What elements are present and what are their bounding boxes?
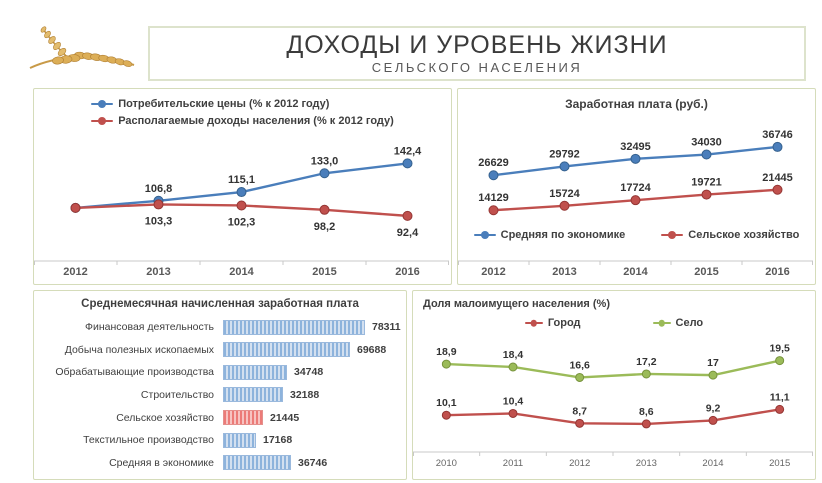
axis-tick-label: 2015	[769, 458, 791, 469]
page-subtitle: СЕЛЬСКОГО НАСЕЛЕНИЯ	[371, 59, 583, 75]
wages-line-chart	[458, 89, 813, 282]
data-point	[776, 357, 784, 365]
prices-incomes-line-chart	[34, 89, 449, 282]
poverty-chart-title: Доля малоимущего населения (%)	[423, 298, 610, 310]
axis-tick-label: 2016	[395, 266, 420, 278]
data-point	[154, 200, 163, 209]
axis-tick-label: 2015	[312, 266, 337, 278]
bar-category-label: Обрабатывающие производства	[55, 366, 214, 379]
data-label: 17724	[620, 182, 651, 195]
axis-tick-label: 2012	[481, 266, 506, 278]
bar	[223, 342, 350, 357]
axis-tick-label: 2012	[569, 458, 591, 469]
bar-category-label: Средняя в экономике	[109, 456, 214, 469]
data-label: 133,0	[310, 155, 339, 168]
data-point	[631, 196, 640, 205]
data-label: 106,8	[144, 182, 173, 195]
data-point	[509, 363, 517, 371]
data-point	[702, 150, 711, 159]
data-label: 10,1	[436, 397, 457, 410]
line-marker-icon	[474, 234, 496, 237]
data-point	[442, 411, 450, 419]
bar	[223, 455, 291, 470]
data-label: 98,2	[313, 220, 336, 233]
data-point	[71, 203, 80, 212]
data-point	[489, 206, 498, 215]
data-point	[773, 185, 782, 194]
header	[148, 26, 806, 81]
legend-label: Город	[547, 317, 581, 329]
data-point	[560, 162, 569, 171]
bar	[223, 320, 365, 335]
data-point	[237, 201, 246, 210]
legend-label: Располагаемые доходы населения (% к 2012 году)	[118, 115, 394, 127]
legend-label: Сельское хозяйство	[688, 229, 800, 241]
bar-category-label: Добыча полезных ископаемых	[64, 343, 214, 356]
data-label: 8,7	[572, 405, 587, 418]
data-label: 17,2	[636, 355, 657, 368]
bar-category-label: Строительство	[140, 388, 214, 401]
data-label: 19721	[691, 176, 722, 189]
data-point	[560, 201, 569, 210]
data-label: 18,4	[502, 349, 524, 361]
bar-row	[42, 385, 402, 405]
bar	[223, 387, 283, 402]
data-point	[509, 409, 517, 417]
data-label: 102,3	[227, 216, 256, 229]
data-point	[642, 370, 650, 378]
panel-poverty-share	[412, 290, 816, 480]
data-label: 8,6	[639, 405, 654, 418]
data-label: 32495	[620, 140, 651, 153]
bar-row	[42, 453, 402, 473]
axis-tick-label: 2011	[502, 458, 524, 469]
axis-tick-label: 2013	[552, 266, 577, 278]
data-label: 26629	[478, 157, 509, 170]
data-point	[776, 405, 784, 413]
page-title: ДОХОДЫ И УРОВЕНЬ ЖИЗНИ	[286, 31, 668, 60]
bar-value: 32188	[290, 388, 320, 401]
bar	[223, 410, 263, 425]
data-label: 9,2	[705, 402, 721, 415]
data-label: 115,1	[228, 174, 255, 187]
bar-row	[42, 362, 402, 382]
series-line	[446, 409, 779, 424]
bar-category-label: Текстильное производство	[83, 434, 214, 447]
panel-prices-incomes	[33, 88, 452, 285]
data-point	[709, 416, 717, 424]
bar-category-label: Сельское хозяйство	[116, 411, 214, 424]
axis-tick-label: 2014	[702, 458, 724, 469]
data-label: 103,3	[144, 215, 173, 228]
data-point	[403, 211, 412, 220]
legend-label: Потребительские цены (% к 2012 году)	[118, 98, 330, 110]
data-point	[702, 190, 711, 199]
legend-item-agriculture	[661, 229, 799, 241]
wages-legend	[458, 229, 815, 241]
data-point	[489, 171, 498, 180]
data-label: 19,5	[769, 342, 790, 355]
data-point	[773, 142, 782, 151]
data-label: 36746	[762, 128, 793, 141]
bar-row	[42, 317, 402, 337]
legend-label: Средняя по экономике	[500, 229, 626, 241]
axis-tick-label: 2010	[435, 458, 457, 469]
data-point	[642, 420, 650, 428]
data-point	[709, 371, 717, 379]
data-label: 11,1	[769, 391, 790, 404]
bar-value: 78311	[372, 321, 401, 334]
data-label: 92,4	[396, 226, 419, 239]
legend-item-economy-average	[474, 229, 626, 241]
series-line	[446, 361, 779, 378]
axis-tick-label: 2013	[146, 266, 171, 278]
axis-tick-label: 2012	[63, 266, 88, 278]
data-point	[403, 159, 412, 168]
bar	[223, 365, 287, 380]
data-label: 14129	[478, 192, 509, 205]
data-point	[320, 169, 329, 178]
data-point	[576, 419, 584, 427]
axis-tick-label: 2014	[229, 266, 254, 278]
data-label: 16,6	[569, 359, 590, 372]
data-label: 142,4	[393, 145, 422, 158]
panel-wage-by-industry	[33, 290, 407, 480]
axis-tick-label: 2014	[623, 266, 648, 278]
bar	[223, 433, 256, 448]
data-point	[576, 373, 584, 381]
data-label: 15724	[549, 187, 580, 200]
bar-row	[42, 408, 402, 428]
data-label: 10,4	[502, 395, 524, 408]
data-label: 34030	[691, 136, 722, 149]
bar-category-label: Финансовая деятельность	[85, 321, 214, 334]
data-label: 21445	[762, 171, 793, 184]
bar-value: 69688	[357, 343, 387, 356]
bar-value: 17168	[263, 434, 293, 447]
bar-chart-title: Среднемесячная начисленная заработная плата	[81, 298, 359, 310]
data-point	[631, 154, 640, 163]
axis-tick-label: 2013	[635, 458, 657, 469]
data-label: 18,9	[436, 346, 457, 359]
axis-tick-label: 2015	[694, 266, 719, 278]
data-point	[442, 360, 450, 368]
line-marker-icon	[661, 234, 683, 237]
bar-row	[42, 340, 402, 360]
legend-label: Село	[675, 317, 704, 329]
bar-row	[42, 430, 402, 450]
wheat-icon	[22, 22, 142, 84]
panel-wages	[457, 88, 816, 285]
data-label: 29792	[549, 148, 580, 161]
data-label: 17	[707, 357, 719, 370]
data-point	[320, 205, 329, 214]
wages-chart-title: Заработная плата (руб.)	[565, 97, 708, 111]
axis-tick-label: 2016	[765, 266, 790, 278]
bar-value: 21445	[270, 411, 300, 424]
wage-bar-chart	[42, 316, 402, 474]
bar-value: 34748	[294, 366, 324, 379]
bar-value: 36746	[298, 456, 328, 469]
data-point	[237, 188, 246, 197]
poverty-line-chart	[413, 291, 813, 477]
